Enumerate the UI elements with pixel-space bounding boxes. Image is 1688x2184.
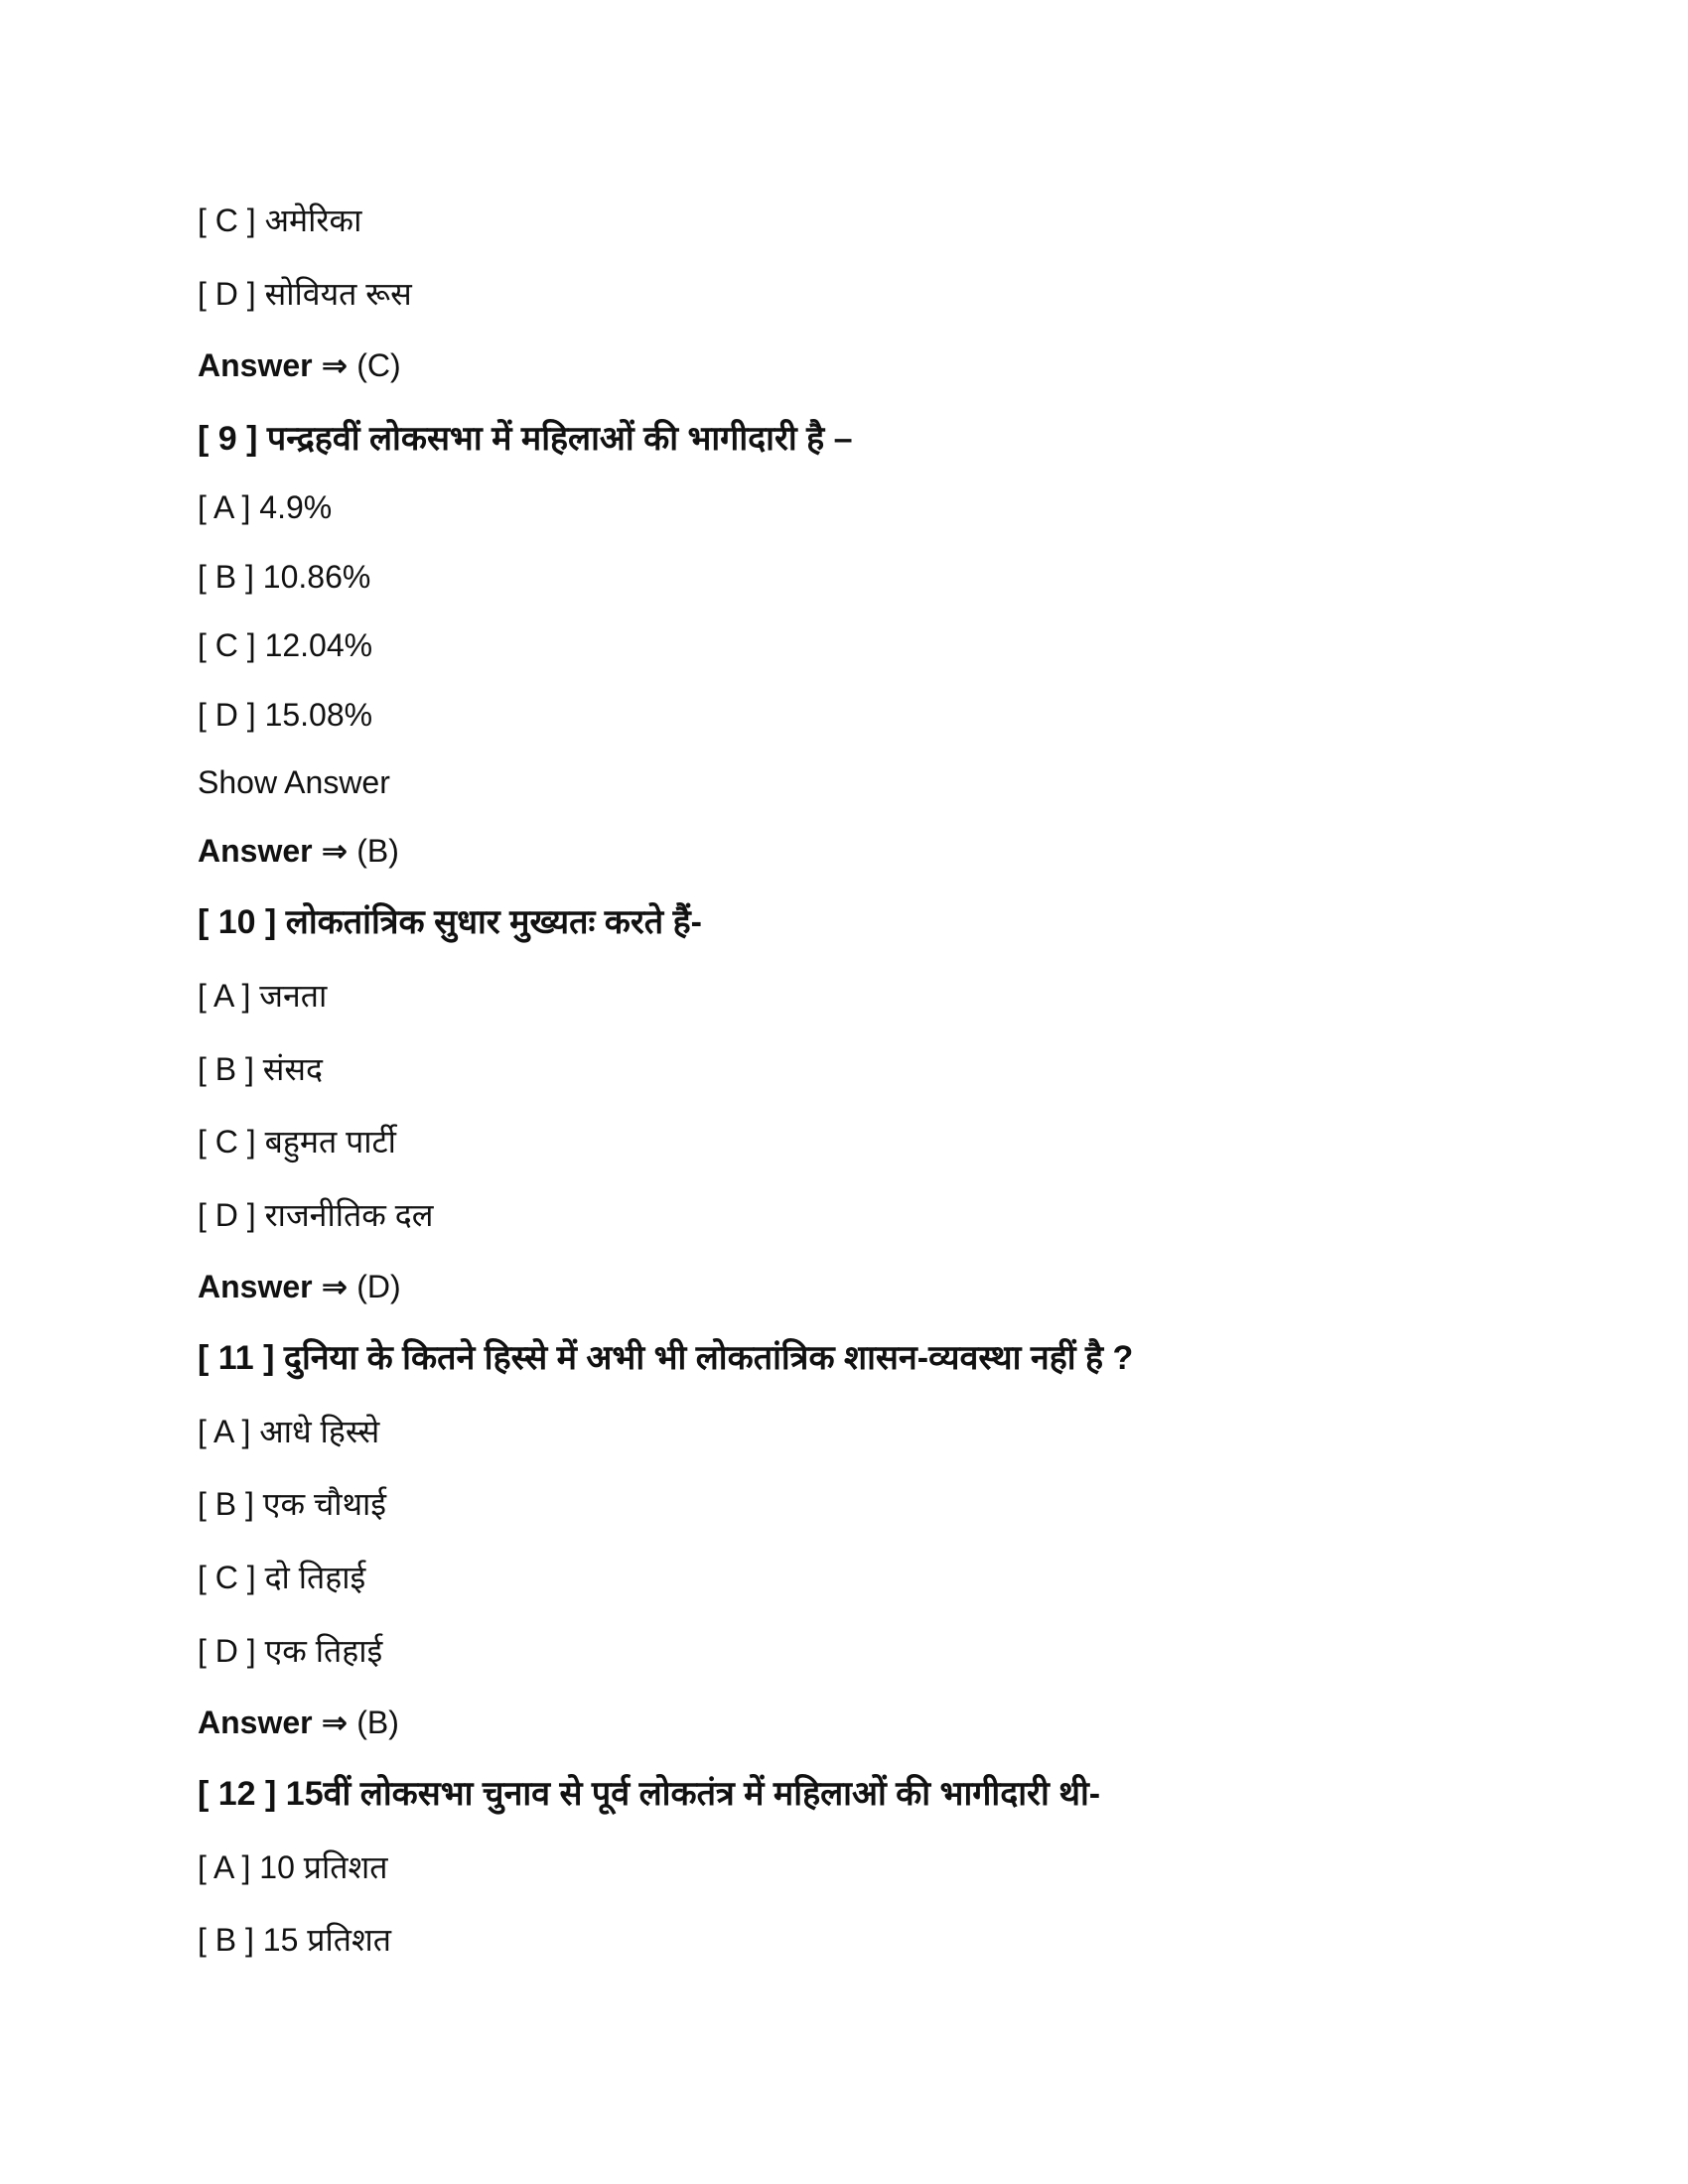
- option-text: [ D ] राजनीतिक दल: [198, 1197, 434, 1233]
- question-text: [ 9 ] पन्द्रहवीं लोकसभा में महिलाओं की भागीदारी है –: [198, 420, 853, 458]
- option-text: [ D ] 15.08%: [198, 697, 373, 733]
- answer-line: [198, 1265, 401, 1308]
- answer-value: (B): [356, 833, 399, 869]
- option-text: [ B ] 10.86%: [198, 559, 371, 595]
- answer-label: Answer ⇒: [198, 1269, 349, 1304]
- option-text: [ C ] अमेरिका: [198, 203, 362, 238]
- answer-label: Answer ⇒: [198, 347, 349, 383]
- question-text: [ 11 ] दुनिया के कितने हिस्से में अभी भी लोकतांत्रिक शासन-व्यवस्था नहीं है ?: [198, 1339, 1134, 1377]
- show-answer-link[interactable]: Show Answer: [198, 764, 390, 800]
- question-text: [ 12 ] 15वीं लोकसभा चुनाव से पूर्व लोकतंत्र में महिलाओं की भागीदारी थी-: [198, 1775, 1101, 1813]
- option-text: [ C ] दो तिहाई: [198, 1560, 366, 1595]
- answer-value: (C): [356, 347, 401, 383]
- option-text: [ A ] जनता: [198, 978, 328, 1014]
- option-text: [ C ] बहुमत पार्टी: [198, 1124, 396, 1160]
- option-text: [ D ] सोवियत रूस: [198, 276, 412, 312]
- answer-value: (D): [356, 1269, 401, 1304]
- answer-line: [198, 829, 399, 873]
- answer-value: (B): [356, 1705, 399, 1740]
- answer-line: [198, 343, 401, 387]
- answer-label: Answer ⇒: [198, 833, 349, 869]
- option-text: [ A ] आधे हिस्से: [198, 1414, 380, 1449]
- question-text: [ 10 ] लोकतांत्रिक सुधार मुख्यतः करते हैं-: [198, 903, 702, 941]
- option-text: [ D ] एक तिहाई: [198, 1633, 383, 1669]
- option-text: [ B ] एक चौथाई: [198, 1486, 387, 1522]
- option-text: [ B ] संसद: [198, 1051, 324, 1087]
- option-text: [ C ] 12.04%: [198, 627, 373, 663]
- option-text: [ A ] 10 प्रतिशत: [198, 1849, 388, 1885]
- answer-label: Answer ⇒: [198, 1705, 349, 1740]
- option-text: [ A ] 4.9%: [198, 489, 333, 525]
- option-text: [ B ] 15 प्रतिशत: [198, 1922, 392, 1958]
- answer-line: [198, 1701, 399, 1744]
